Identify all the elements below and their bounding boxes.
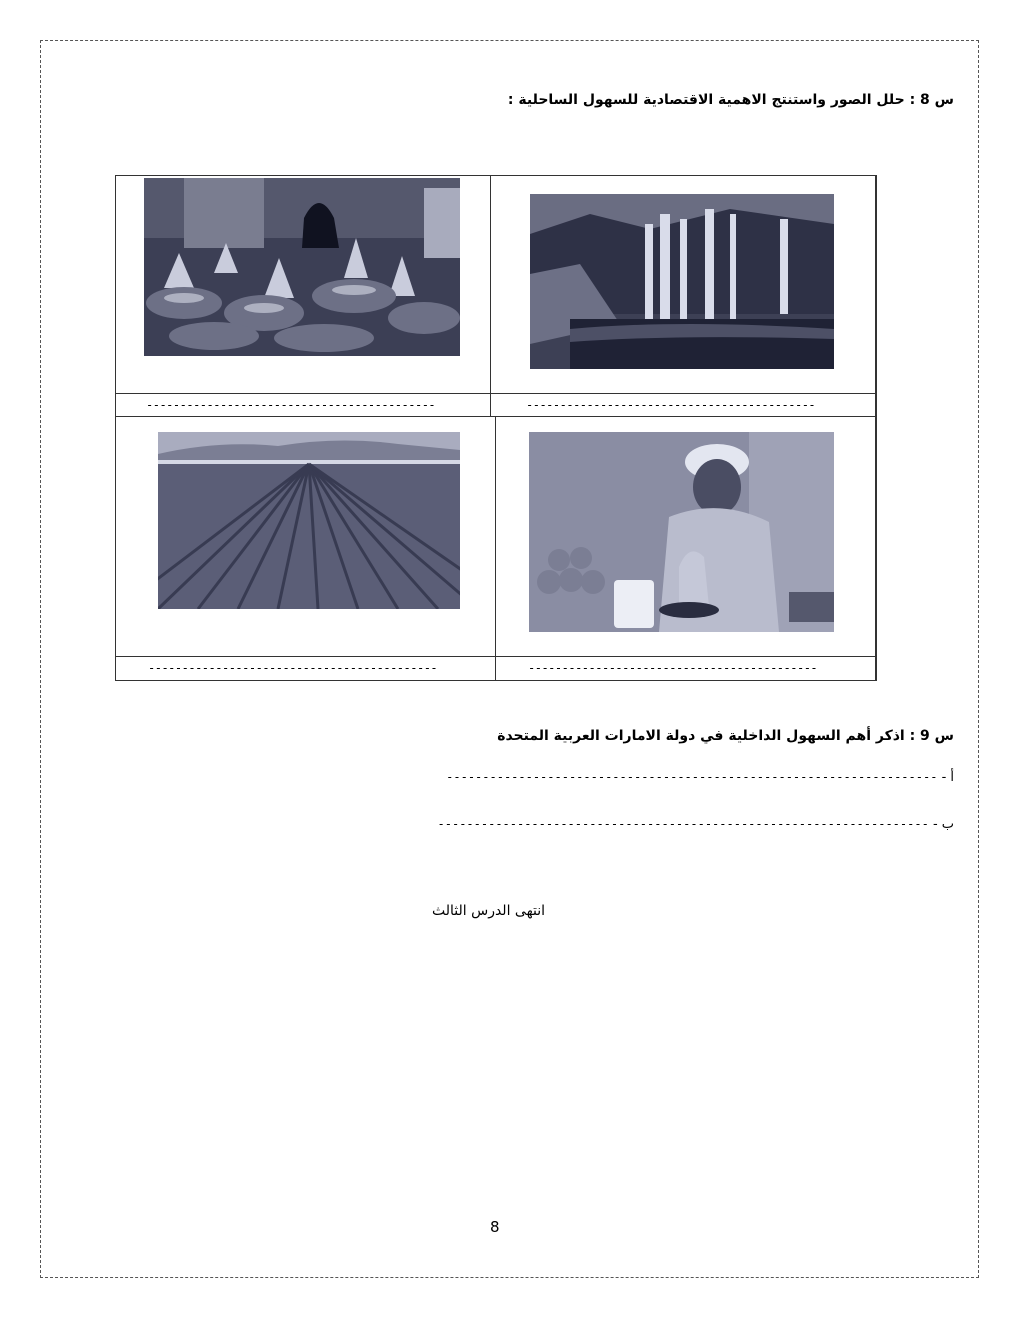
answer-line-bottom-left: ------------------------------------------- <box>148 661 438 675</box>
answer-item-a <box>446 770 954 785</box>
answer-line-top-left: ------------------------------------------- <box>146 398 436 412</box>
answer-line-bottom-right: ------------------------------------------- <box>528 661 818 675</box>
answer-item-a-label: أ - <box>941 770 954 785</box>
answer-item-b-label: ب - <box>932 817 954 832</box>
question-8-title: س 8 : حلل الصور واستنتج الاهمية الاقتصادية للسهول الساحلية : <box>507 92 954 108</box>
question-9-title: س 9 : اذكر أهم السهول الداخلية في دولة الامارات العربية المتحدة <box>497 728 954 744</box>
waterfall-photo <box>530 194 834 369</box>
answer-item-a-line: -------------------------------------------------------------------- <box>446 770 938 784</box>
image-grid <box>115 175 876 681</box>
answer-item-b <box>438 817 954 832</box>
handicraft-covers-photo <box>144 178 460 356</box>
answer-line-top-right: ------------------------------------------- <box>526 398 816 412</box>
page-number: 8 <box>490 1218 500 1236</box>
lesson-end-note: انتهى الدرس الثالث <box>432 903 546 919</box>
farmland-photo <box>158 432 460 609</box>
pottery-maker-photo <box>529 432 834 632</box>
answer-item-b-line: -------------------------------------------------------------------- <box>437 817 929 831</box>
